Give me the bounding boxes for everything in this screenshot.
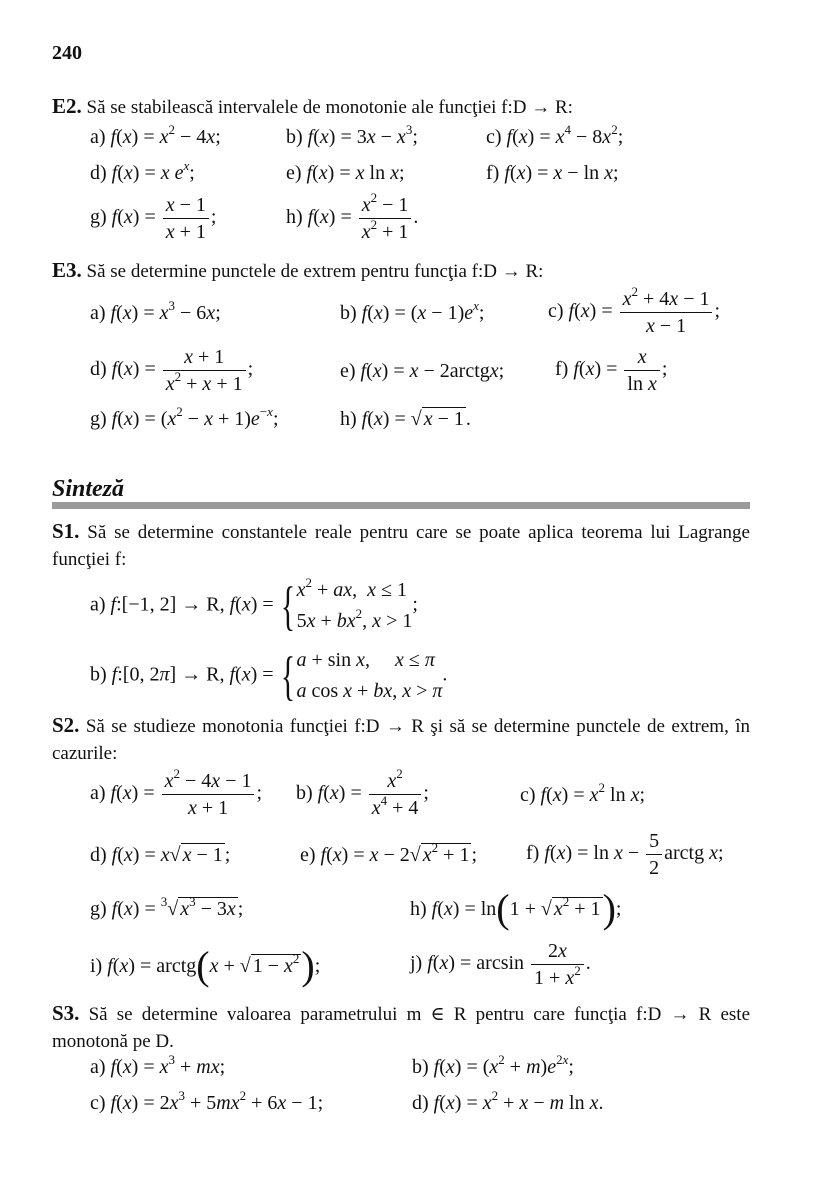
e2-item-a: a) $f(x) = x^2 - 4x$; (90, 122, 221, 148)
e2-item-c: c) $f(x) = x^4 - 8x^2$; (486, 122, 624, 148)
section-divider (52, 502, 750, 509)
s2-item-d: d) f(x) = x√ x − 1 ; (90, 844, 231, 866)
exercise-e2-heading (52, 94, 573, 119)
s2-item-h: h) f(x) = ln(1 + √ $x^2 + 1$); (410, 886, 622, 931)
s2-item-a: a) f(x) = $\frac{x^2 - 4x - 1}{x + 1}$ ; (90, 766, 263, 819)
s2-item-c: c) $f(x) = x^2$ ln x; (520, 780, 646, 806)
exercise-text: Să se studieze monotonia funcţiei f:D → R şi să se determine punctele de extrem, în cazurile: (52, 716, 750, 764)
exercise-label: S3. (52, 1001, 80, 1025)
exercise-text: Să se determine punctele de extrem pentru funcţia f:D → R: (86, 261, 544, 282)
e3-item-h: h) f(x) = √ x − 1 . (340, 408, 471, 430)
section-title: Sinteză (52, 476, 125, 502)
s3-item-b: b) $f(x) = (x^2 + m)e^{2x}$; (412, 1052, 574, 1078)
e3-item-b: b) $f(x) = (x - 1)e^x$; (340, 298, 485, 324)
e3-item-a: a) $f(x) = x^3 - 6x$; (90, 298, 221, 324)
exercise-text: Să se determine valoarea parametrului m ∈ R pentru care funcţia f:D → R este monotonă pe D. (52, 1004, 751, 1052)
exercise-label: E2. (52, 94, 82, 118)
e3-item-d: d) f(x) = $\frac{x + 1}{x^2 + x + 1}$ ; (90, 346, 254, 395)
e3-item-g: g) $f(x) = (x^2 - x + 1)e^{-x}$; (90, 404, 279, 430)
exercise-label: S2. (52, 713, 80, 737)
s2-item-b: b) f(x) = $\frac{x^2}{x^4 + 4}$ ; (296, 766, 429, 819)
e2-item-d: d) f(x) = x $e^x$; (90, 158, 195, 184)
s3-item-d: d) $f(x) = x^2 + x - m$ ln x. (412, 1088, 604, 1114)
s2-item-f: f) f(x) = ln x − $\frac{5}{2}$ arctg x; (526, 830, 724, 879)
exercise-s3-heading (52, 1000, 750, 1055)
e2-item-b: b) $f(x) = 3x - x^3$; (286, 122, 418, 148)
exercise-text: Să se determine constantele reale pentru care se poate aplica teorema lui Lagrange funcţiei f: (52, 522, 750, 570)
e2-item-h: h) f(x) = $\frac{x^2 - 1}{x^2 + 1}$ . (286, 190, 419, 243)
s2-item-j: j) f(x) = arcsin $\frac{2x}{1 + x^2}$ . (410, 940, 591, 989)
exercise-label: S1. (52, 519, 80, 543)
e2-item-f: f) f(x) = x − ln x; (486, 162, 619, 184)
s2-item-e: e) f(x) = x − 2√ $x^2 + 1$ ; (300, 840, 478, 866)
page-number: 240 (52, 42, 82, 64)
e2-item-g: g) f(x) = $\frac{x - 1}{x + 1}$ ; (90, 194, 217, 243)
e3-item-c: c) f(x) = $\frac{x^2 + 4x - 1}{x - 1}$ ; (548, 284, 721, 337)
exercise-s2-heading (52, 712, 750, 767)
s1-item-a: a) f:[−1, 2] → R, f(x) = { $x^2$ + ax, x ≤ 1 $5x + bx^2$, x > 1 ; (90, 575, 418, 636)
e3-item-e: e) f(x) = x − 2arctgx; (340, 360, 505, 382)
s2-item-g: g) f(x) = $^3$√ $x^3 - 3x$ ; (90, 894, 244, 920)
s1-item-b: b) f:[0, 2π] → R, f(x) = { a + sin x, x ≤ π a cos x + bx, x > π . (90, 646, 448, 706)
exercise-text: Să se stabilească intervalele de monotonie ale funcţiei f:D → R: (86, 97, 573, 118)
e3-item-f: f) f(x) = $\frac{x}{\text{ln x}}$ ; (555, 346, 668, 395)
s3-item-a: a) $f(x) = x^3$ + mx; (90, 1052, 226, 1078)
exercise-e3-heading (52, 258, 543, 283)
exercise-label: E3. (52, 258, 82, 282)
e2-item-e: e) f(x) = x ln x; (286, 162, 405, 184)
s2-item-i: i) f(x) = arctg(x + √ $1 - x^2$); (90, 943, 321, 988)
exercise-s1-heading (52, 518, 750, 573)
s3-item-c: c) $f(x) = 2x^3 + 5mx^2 + 6x - 1$; (90, 1088, 324, 1114)
